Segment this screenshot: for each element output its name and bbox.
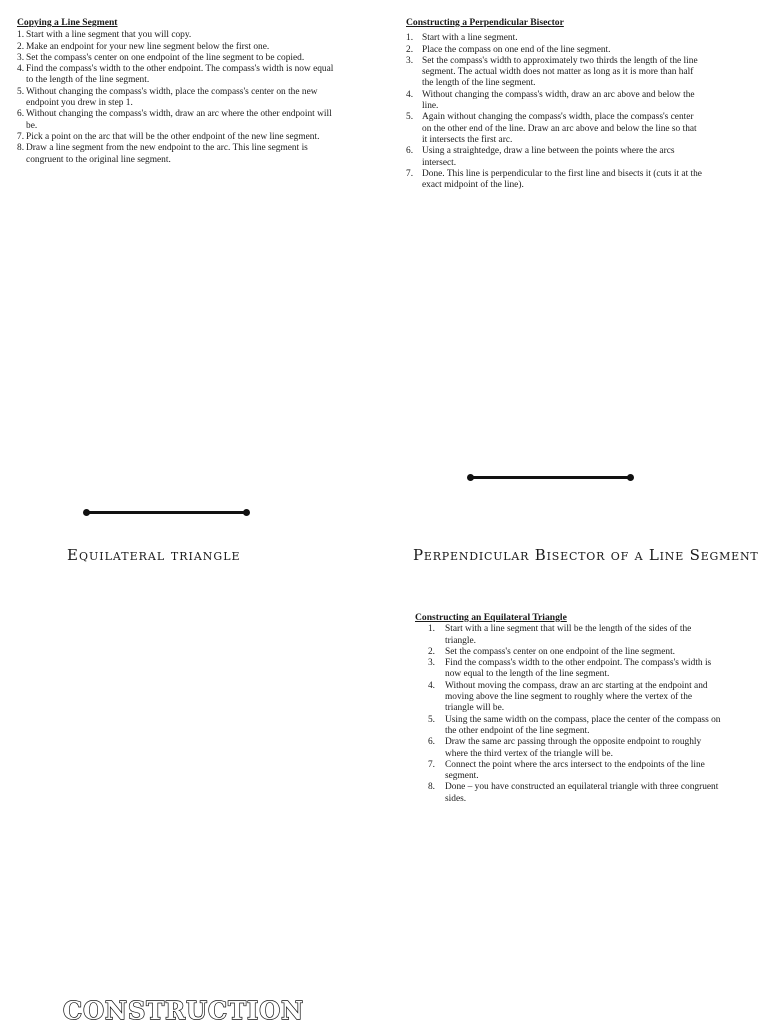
segment-endpoint bbox=[627, 474, 634, 481]
step-number: 3. bbox=[17, 52, 25, 63]
step-text: Place the compass on one end of the line segment. bbox=[422, 44, 611, 55]
step-item bbox=[17, 132, 337, 143]
copy-segment-title: Copying a Line Segment bbox=[17, 17, 118, 28]
step-item bbox=[415, 782, 721, 805]
step-number: 2. bbox=[406, 44, 414, 55]
step-item bbox=[415, 624, 721, 647]
step-item bbox=[406, 45, 702, 56]
step-text: Set the compass's width to approximately two thirds the length of the line segment. The actual width does not matter as long as it is more than half the length of the line segment. bbox=[422, 55, 698, 89]
step-text: Start with a line segment. bbox=[422, 33, 518, 44]
step-number: 8. bbox=[17, 143, 25, 154]
step-number: 6. bbox=[17, 109, 25, 120]
step-item bbox=[17, 53, 337, 64]
step-text: Without changing the compass's width, draw an arc where the other endpoint will be. bbox=[26, 109, 332, 131]
equilateral-line-segment bbox=[86, 506, 247, 518]
segment-endpoint bbox=[243, 509, 250, 516]
step-number: 1. bbox=[17, 30, 25, 41]
step-item bbox=[415, 715, 721, 738]
perpendicular-bisector-heading: Perpendicular Bisector of a Line Segment bbox=[413, 546, 759, 564]
step-text: Start with a line segment that will be the length of the sides of the triangle. bbox=[445, 624, 692, 646]
step-item bbox=[415, 647, 721, 658]
step-number: 1. bbox=[406, 33, 414, 44]
step-text: Using a straightedge, draw a line between the points where the arcs intersect. bbox=[422, 146, 675, 168]
step-number: 2. bbox=[427, 646, 435, 657]
step-text: Done – you have constructed an equilateral triangle with three congruent sides. bbox=[445, 782, 719, 804]
step-item bbox=[415, 681, 721, 715]
step-text: Draw the same arc passing through the opposite endpoint to roughly where the third vertex of the triangle will be. bbox=[445, 737, 702, 759]
step-number: 5. bbox=[427, 714, 435, 725]
step-item bbox=[406, 169, 702, 192]
step-text: Set the compass's center on one endpoint of the line segment. bbox=[445, 646, 676, 657]
step-number: 7. bbox=[17, 131, 25, 142]
step-number: 4. bbox=[17, 64, 25, 75]
step-number: 4. bbox=[406, 89, 414, 100]
step-number: 1. bbox=[427, 624, 435, 635]
step-item bbox=[17, 87, 337, 110]
step-item bbox=[17, 30, 337, 41]
segment-endpoint bbox=[83, 509, 90, 516]
step-item bbox=[406, 112, 702, 146]
step-number: 6. bbox=[406, 146, 414, 157]
step-number: 6. bbox=[427, 737, 435, 748]
step-number: 3. bbox=[406, 55, 414, 66]
step-number: 5. bbox=[17, 86, 25, 97]
construction-title: CONSTRUCTION bbox=[63, 996, 305, 1025]
step-number: 4. bbox=[427, 680, 435, 691]
equilateral-title: Constructing an Equilateral Triangle bbox=[415, 612, 567, 623]
perp-bisector-steps bbox=[406, 33, 702, 191]
step-item bbox=[406, 33, 702, 44]
segment-line bbox=[86, 511, 247, 514]
step-number: 3. bbox=[427, 658, 435, 669]
segment-endpoint bbox=[467, 474, 474, 481]
equilateral-steps bbox=[415, 624, 721, 805]
step-text: Without changing the compass's width, draw an arc above and below the line. bbox=[422, 89, 695, 112]
step-text: Without changing the compass's width, place the compass's center on the new endpoint you drew in step 1. bbox=[26, 86, 318, 109]
equilateral-triangle-heading: Equilateral triangle bbox=[67, 546, 241, 564]
segment-line bbox=[470, 476, 631, 479]
step-item bbox=[17, 143, 337, 166]
perp-bisector-section bbox=[406, 17, 702, 191]
step-text: Connect the point where the arcs intersect to the endpoints of the line segment. bbox=[445, 759, 705, 782]
step-item bbox=[415, 737, 721, 760]
step-item bbox=[406, 146, 702, 169]
step-text: Without moving the compass, draw an arc starting at the endpoint and moving above the line segment to roughly where the vertex of the triangle will be. bbox=[445, 680, 708, 714]
step-item bbox=[17, 64, 337, 87]
step-number: 8. bbox=[427, 782, 435, 793]
step-text: Find the compass's width to the other endpoint. The compass's width is now equal to the length of the line segment. bbox=[445, 658, 712, 680]
perp-bisector-title: Constructing a Perpendicular Bisector bbox=[406, 17, 564, 28]
step-text: Start with a line segment that you will copy. bbox=[26, 30, 192, 41]
step-text: Make an endpoint for your new line segment below the first one. bbox=[26, 41, 270, 52]
step-text: Draw a line segment from the new endpoint to the arc. This line segment is congruent to the original line segment. bbox=[26, 143, 308, 165]
copy-segment-section bbox=[17, 17, 337, 166]
step-item bbox=[17, 42, 337, 53]
step-number: 2. bbox=[17, 41, 25, 52]
step-text: Find the compass's width to the other endpoint. The compass's width is now equal to the length of the line segment. bbox=[26, 64, 334, 86]
step-number: 5. bbox=[406, 112, 414, 123]
equilateral-section bbox=[415, 612, 721, 805]
step-text: Using the same width on the compass, place the center of the compass on the other endpoint of the line segment. bbox=[445, 714, 721, 736]
step-text: Done. This line is perpendicular to the first line and bisects it (cuts it at the exact midpoint of the line). bbox=[422, 168, 702, 191]
step-item bbox=[406, 56, 702, 90]
step-item bbox=[406, 90, 702, 113]
step-number: 7. bbox=[406, 168, 414, 179]
copy-segment-steps bbox=[17, 30, 337, 166]
step-item bbox=[415, 658, 721, 681]
step-number: 7. bbox=[427, 759, 435, 770]
perp-bisector-line-segment bbox=[470, 471, 631, 483]
step-item bbox=[415, 760, 721, 783]
step-text: Set the compass's center on one endpoint of the line segment to be copied. bbox=[26, 52, 305, 63]
step-text: Pick a point on the arc that will be the other endpoint of the new line segment. bbox=[26, 131, 320, 142]
step-text: Again without changing the compass's width, place the compass's center on the other end of the line. Draw an arc above and below the line so that it intersects the first arc. bbox=[422, 112, 697, 145]
step-item bbox=[17, 109, 337, 132]
